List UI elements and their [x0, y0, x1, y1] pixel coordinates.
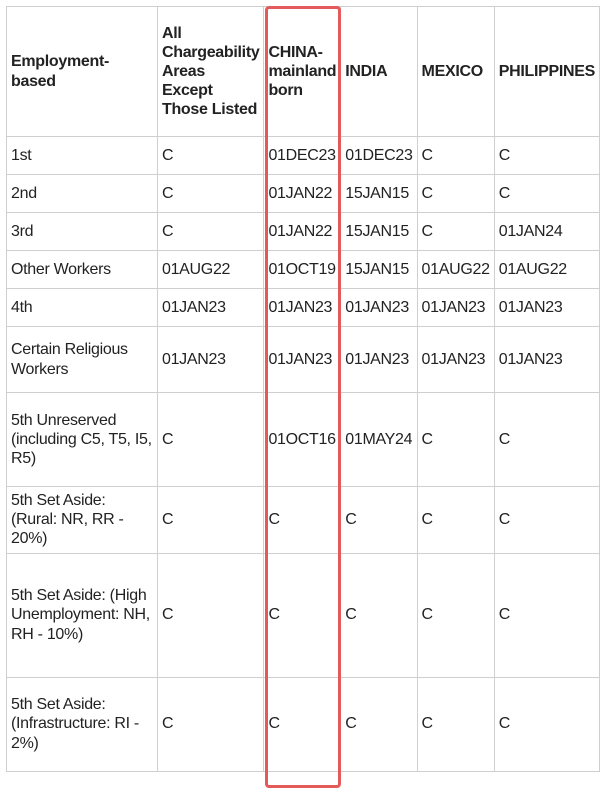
cell-china: 01JAN22 [264, 175, 341, 213]
header-mexico: MEXICO [417, 7, 494, 137]
cell-india: C [341, 487, 417, 554]
table-row [7, 137, 600, 175]
cell-mexico: C [417, 553, 494, 677]
cell-mexico: C [417, 175, 494, 213]
cell-philippines: C [494, 393, 599, 487]
row-category: 4th [7, 289, 158, 327]
header-category: Employment-based [7, 7, 158, 137]
cell-all-areas: C [157, 487, 263, 554]
cell-india: 15JAN15 [341, 175, 417, 213]
table-row [7, 553, 600, 677]
header-philippines: PHILIPPINES [494, 7, 599, 137]
cell-india: 15JAN15 [341, 213, 417, 251]
cell-all-areas: C [157, 553, 263, 677]
header-all-areas: All Chargeability Areas Except Those Listed [157, 7, 263, 137]
cell-all-areas: C [157, 137, 263, 175]
cell-india: C [341, 553, 417, 677]
cell-philippines: 01JAN23 [494, 327, 599, 393]
cell-china: C [264, 677, 341, 771]
cell-all-areas: C [157, 175, 263, 213]
cell-china: 01OCT16 [264, 393, 341, 487]
visa-bulletin-table [6, 6, 600, 772]
cell-china: 01JAN23 [264, 327, 341, 393]
cell-mexico: C [417, 213, 494, 251]
cell-all-areas: C [157, 677, 263, 771]
cell-india: 01DEC23 [341, 137, 417, 175]
cell-philippines: 01JAN23 [494, 289, 599, 327]
row-category: 2nd [7, 175, 158, 213]
table-row [7, 487, 600, 554]
cell-all-areas: 01JAN23 [157, 327, 263, 393]
cell-mexico: C [417, 137, 494, 175]
table-row [7, 289, 600, 327]
row-category: Other Workers [7, 251, 158, 289]
cell-india: 01JAN23 [341, 289, 417, 327]
row-category: 3rd [7, 213, 158, 251]
cell-philippines: C [494, 677, 599, 771]
row-category: 5th Set Aside: (Rural: NR, RR - 20%) [7, 487, 158, 554]
row-category: 5th Set Aside: (High Unemployment: NH, RH - 10%) [7, 553, 158, 677]
cell-philippines: C [494, 137, 599, 175]
cell-mexico: 01JAN23 [417, 289, 494, 327]
cell-china: 01JAN22 [264, 213, 341, 251]
cell-china: 01OCT19 [264, 251, 341, 289]
header-india: INDIA [341, 7, 417, 137]
cell-mexico: C [417, 487, 494, 554]
cell-india: 15JAN15 [341, 251, 417, 289]
cell-mexico: C [417, 393, 494, 487]
cell-all-areas: C [157, 213, 263, 251]
cell-philippines: 01JAN24 [494, 213, 599, 251]
cell-india: C [341, 677, 417, 771]
cell-india: 01MAY24 [341, 393, 417, 487]
table-row [7, 677, 600, 771]
cell-mexico: 01JAN23 [417, 327, 494, 393]
cell-philippines: C [494, 487, 599, 554]
table-row [7, 393, 600, 487]
row-category: 1st [7, 137, 158, 175]
cell-india: 01JAN23 [341, 327, 417, 393]
table-row [7, 213, 600, 251]
cell-all-areas: 01JAN23 [157, 289, 263, 327]
visa-bulletin-table-wrapper [6, 6, 600, 772]
cell-china: 01JAN23 [264, 289, 341, 327]
header-row [7, 7, 600, 137]
row-category: Certain Religious Workers [7, 327, 158, 393]
cell-philippines: 01AUG22 [494, 251, 599, 289]
cell-philippines: C [494, 553, 599, 677]
cell-all-areas: C [157, 393, 263, 487]
cell-all-areas: 01AUG22 [157, 251, 263, 289]
cell-china: 01DEC23 [264, 137, 341, 175]
cell-mexico: 01AUG22 [417, 251, 494, 289]
cell-mexico: C [417, 677, 494, 771]
cell-china: C [264, 553, 341, 677]
header-china: CHINA-mainland born [264, 7, 341, 137]
table-row [7, 327, 600, 393]
row-category: 5th Unreserved (including C5, T5, I5, R5) [7, 393, 158, 487]
table-row [7, 175, 600, 213]
row-category: 5th Set Aside: (Infrastructure: RI - 2%) [7, 677, 158, 771]
cell-philippines: C [494, 175, 599, 213]
table-row [7, 251, 600, 289]
cell-china: C [264, 487, 341, 554]
